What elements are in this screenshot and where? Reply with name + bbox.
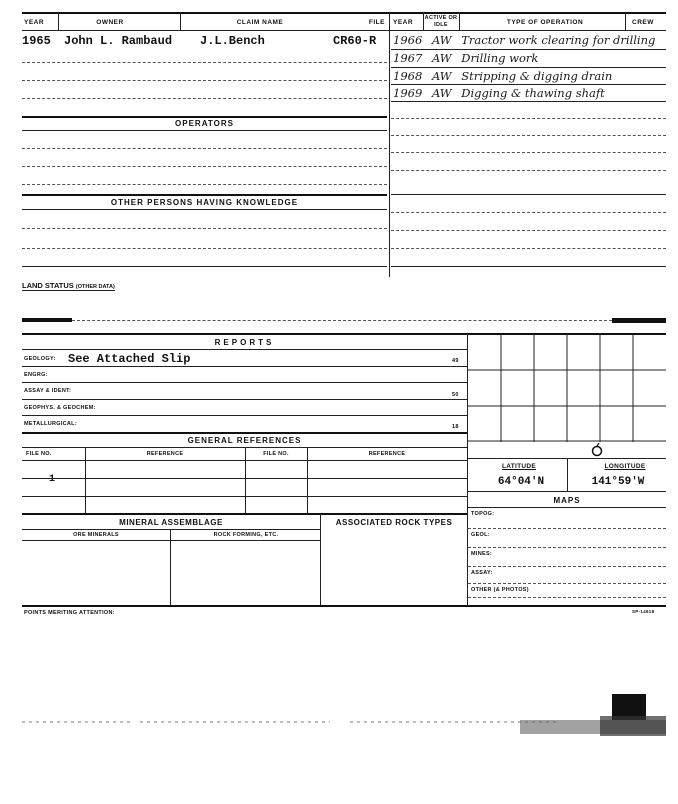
form-number: SP-14618: [632, 609, 655, 614]
operation-year: 1968: [393, 69, 423, 83]
land-status-heading: [22, 281, 115, 291]
rock-forming-header: ROCK FORMING, ETC.: [213, 532, 279, 538]
maps-topog-label: TOPOG:: [471, 511, 495, 517]
ref-row-1-file-no: 1: [48, 474, 55, 485]
operation-type: Tractor work clearing for drilling: [461, 33, 656, 47]
operation-row-2: [393, 51, 538, 65]
col-crew-header: CREW: [632, 19, 654, 26]
ref-col-file-no-2: FILE NO.: [263, 451, 289, 457]
report-label-geology: GEOLOGY:: [24, 356, 56, 362]
reports-heading: REPORTS: [214, 338, 275, 347]
operation-status: AW: [431, 51, 452, 65]
report-label-engrg: ENGRG:: [24, 372, 48, 378]
latitude-value: 64°04'N: [497, 476, 545, 488]
report-num-assay: 50: [452, 392, 459, 398]
report-label-geophys: GEOPHYS. & GEOCHEM:: [24, 405, 96, 411]
report-value-geology: See Attached Slip: [68, 352, 191, 366]
operation-year: 1967: [393, 51, 423, 65]
col-year2-header: YEAR: [393, 19, 414, 26]
col-active-idle-header: ACTIVE OR IDLE: [424, 15, 458, 28]
col-claim-name-header: CLAIM NAME: [236, 19, 284, 26]
maps-heading: MAPS: [553, 496, 581, 505]
general-references-heading: GENERAL REFERENCES: [187, 436, 302, 445]
operation-year: 1969: [393, 86, 423, 100]
maps-assay-label: ASSAY:: [471, 570, 493, 576]
associated-rock-types-heading: ASSOCIATED ROCK TYPES: [335, 518, 453, 527]
owner-year: 1965: [22, 34, 51, 48]
land-status-label: LAND STATUS: [22, 281, 74, 290]
operation-row-1: [393, 33, 655, 47]
land-status-sub: (OTHER DATA): [75, 284, 115, 290]
report-num-geology: 49: [452, 358, 459, 364]
ore-minerals-header: ORE MINERALS: [73, 532, 119, 538]
operation-status: AW: [431, 33, 452, 47]
operation-status: AW: [431, 86, 452, 100]
longitude-value: 141°59'W: [591, 476, 645, 488]
operation-status: AW: [431, 69, 452, 83]
operation-type: Stripping & digging drain: [461, 69, 613, 83]
file-number: CR60-R: [333, 34, 377, 48]
col-year-header: YEAR: [24, 19, 45, 26]
longitude-label: LONGITUDE: [604, 463, 646, 470]
location-grid: [468, 334, 666, 442]
report-label-assay: ASSAY & IDENT:: [24, 388, 72, 394]
scan-artifact: [0, 690, 678, 770]
col-file-header: FILE: [368, 19, 385, 26]
points-meriting-attention-label: POINTS MERITING ATTENTION:: [24, 610, 115, 616]
ref-col-reference-1: REFERENCE: [146, 451, 184, 457]
maps-geol-label: GEOL:: [471, 532, 490, 538]
col-type-operation-header: TYPE OF OPERATION: [506, 19, 584, 26]
operation-year: 1966: [393, 33, 423, 47]
claim-name: J.L.Bench: [200, 34, 265, 48]
operation-row-3: [393, 69, 612, 83]
location-marker-icon: [591, 443, 603, 462]
col-owner-header: OWNER: [96, 19, 124, 26]
operators-heading: OPERATORS: [175, 119, 234, 128]
latitude-label: LATITUDE: [501, 463, 537, 470]
operation-row-4: [393, 86, 605, 100]
report-label-metallurgical: METALLURGICAL:: [24, 421, 77, 427]
operation-type: Drilling work: [461, 51, 539, 65]
maps-mines-label: MINES:: [471, 551, 493, 557]
report-num-metallurgical: 18: [452, 424, 459, 430]
location-grid-lines: [468, 334, 666, 442]
maps-other-label: OTHER (& PHOTOS): [471, 587, 529, 593]
operation-type: Digging & thawing shaft: [461, 86, 605, 100]
other-persons-heading: OTHER PERSONS HAVING KNOWLEDGE: [110, 198, 299, 207]
ref-col-reference-2: REFERENCE: [368, 451, 406, 457]
ref-col-file-no-1: FILE NO.: [26, 451, 52, 457]
mineral-assemblage-heading: MINERAL ASSEMBLAGE: [119, 518, 223, 527]
owner-name: John L. Rambaud: [64, 34, 173, 48]
